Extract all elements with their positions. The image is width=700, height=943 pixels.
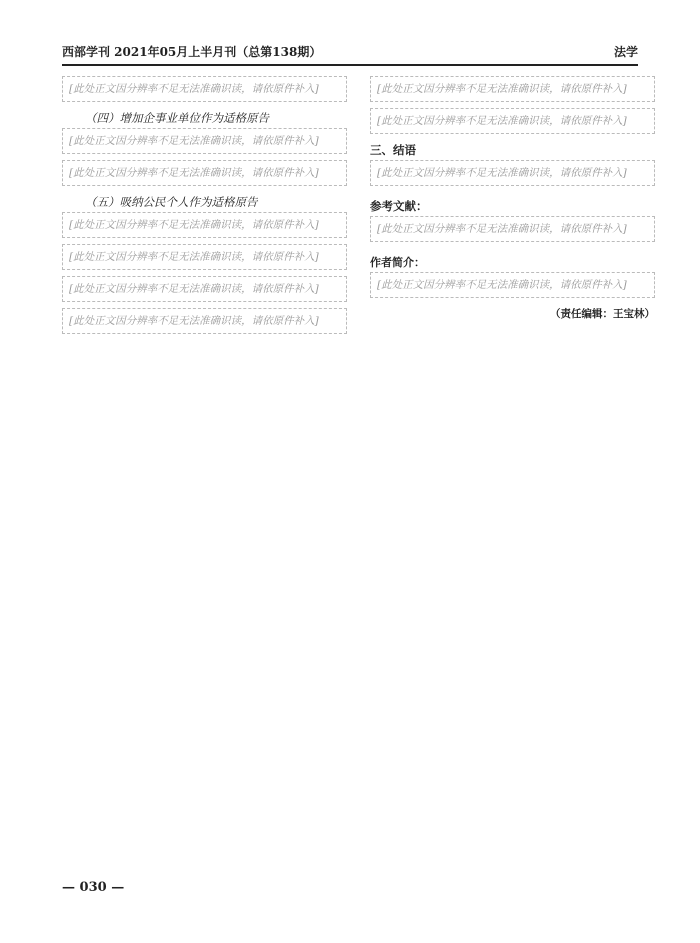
left-para-7: [此处正文因分辨率不足无法准确识读，请依原件补入] <box>62 308 347 334</box>
left-column <box>62 76 347 340</box>
section-conclusion: 三、结语 <box>370 143 416 157</box>
responsible-editor: （责任编辑：王宝林） <box>550 308 655 320</box>
section-name: 法学 <box>613 45 638 59</box>
left-para-5: [此处正文因分辨率不足无法准确识读，请依原件补入] <box>62 244 347 270</box>
left-para-4: [此处正文因分辨率不足无法准确识读，请依原件补入] <box>62 212 347 238</box>
journal-issue: 西部学刊 2021年05月上半月刊（总第138期） <box>62 45 322 59</box>
references-title: 参考文献： <box>370 199 428 213</box>
page-number: — 030 — <box>62 880 125 895</box>
author-bio-text: [此处正文因分辨率不足无法准确识读，请依原件补入] <box>370 272 655 298</box>
right-para-1: [此处正文因分辨率不足无法准确识读，请依原件补入] <box>370 76 655 102</box>
subheading-4: （四）增加企事业单位作为适格原告 <box>85 111 269 125</box>
right-column <box>370 76 655 324</box>
subheading-5: （五）吸纳公民个人作为适格原告 <box>85 195 258 209</box>
right-para-2: [此处正文因分辨率不足无法准确识读，请依原件补入] <box>370 108 655 134</box>
left-para-2: [此处正文因分辨率不足无法准确识读，请依原件补入] <box>62 128 347 154</box>
author-bio <box>370 254 655 298</box>
references-list: [此处正文因分辨率不足无法准确识读，请依原件补入] <box>370 216 655 242</box>
right-para-3: [此处正文因分辨率不足无法准确识读，请依原件补入] <box>370 160 655 186</box>
running-header <box>62 44 638 66</box>
left-para-6: [此处正文因分辨率不足无法准确识读，请依原件补入] <box>62 276 347 302</box>
left-para-1: [此处正文因分辨率不足无法准确识读，请依原件补入] <box>62 76 347 102</box>
left-para-3: [此处正文因分辨率不足无法准确识读，请依原件补入] <box>62 160 347 186</box>
author-label: 作者简介： <box>370 256 425 269</box>
